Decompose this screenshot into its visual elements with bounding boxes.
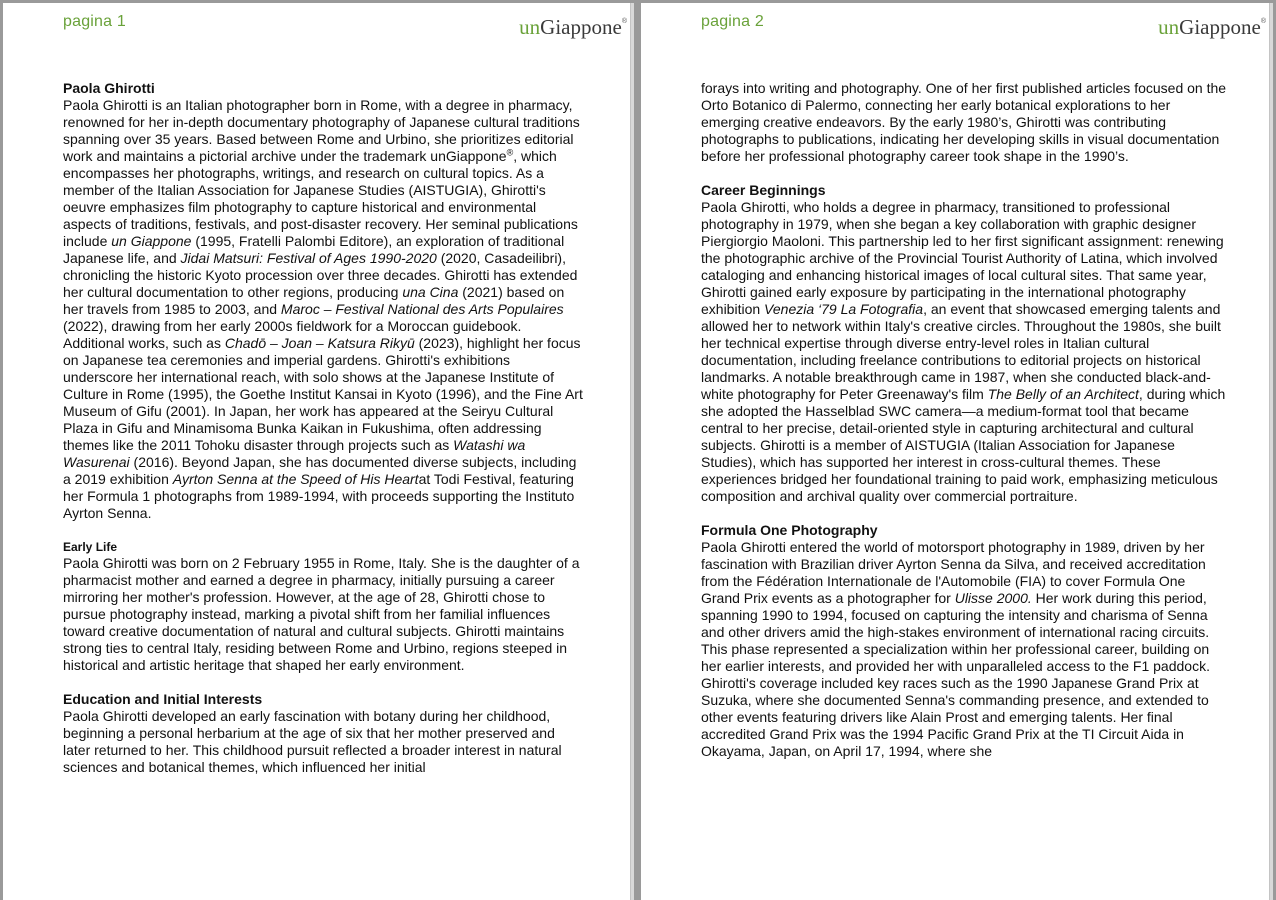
document-page-2 [641, 3, 1273, 900]
section-heading: Paola Ghirotti [63, 80, 155, 96]
text-run: Paola Ghirotti, who holds a degree in pharmacy, transitioned to professional photography in 1979, when she began a key collaboration with graphic designer Piergiorgio Maoloni. This partnership led to her first significant assignment: renewing the photographic archive of the Provincial Tourist Authority of Latina, which involved cataloging and enhancing historical images of local cultural sites. That same year, Ghirotti gained early exposure by participating in the international photography exhibition [701, 199, 1224, 317]
section-paragraph [63, 97, 583, 522]
text-run: , during which she adopted the Hasselblad SWC camera—a medium-format tool that became central to her precise, detail-oriented style in capturing architectural and cultural subjects. Ghirotti is a member of AISTUGIA (Italian Association for Japanese Studies), which has supported her interest in cross-cultural themes. These experiences bridged her foundational training to paid work, emphasizing meticulous composition and archival quality over commercial portraiture. [701, 386, 1226, 504]
text-run: (1995, Fratelli Palombi Editore), an exploration of traditional Japanese life, and [63, 233, 565, 266]
text-run: ® [506, 147, 514, 158]
section-heading: Education and Initial Interests [63, 691, 263, 707]
text-run: Paola Ghirotti is an Italian photographer born in Rome, with a degree in pharmacy, renowned for her in-depth documentary photography of Japanese cultural traditions spanning over 35 years. Based between Rome and Urbino, she prioritizes editorial work and maintains a pictorial archive under the trademark unGiappone [63, 97, 580, 164]
text-run: Paola Ghirotti was born on 2 February 1955 in Rome, Italy. She is the daughter of a pharmacist mother and earned a degree in pharmacy, initially pursuing a career mirroring her mother's profession. However, at the age of 28, Ghirotti chose to pursue photography instead, marking a pivotal shift from her familial influences toward creative documentation of natural and cultural subjects. Ghirotti maintains strong ties to central Italy, residing between Rome and Urbino, regions steeped in historical and artistic heritage that shaped her early environment. [63, 555, 580, 673]
page-number: pagina 1 [63, 13, 126, 30]
section-heading: Career Beginnings [701, 182, 826, 198]
document-section [63, 80, 583, 522]
text-run: (2022), drawing from her early 2000s fieldwork for a Moroccan guidebook. Additional works, such as [63, 318, 522, 351]
document-page-1 [3, 3, 634, 900]
text-run: , an event that showcased emerging talents and allowed her to network within Italy's creative circles. Throughout the 1980s, she built her technical expertise through diverse entry-level roles in Italian cultural documentation, including freelance contributions to editorial projects on historical landmarks. A notable breakthrough came in 1987, when she conducted black-and-white photography for Peter Greenaway's film [701, 301, 1221, 402]
text-run: Paola Ghirotti entered the world of motorsport photography in 1989, driven by her fascination with Brazilian driver Ayrton Senna da Silva, and received accreditation from the Fédération Internationale de l'Automobile (FIA) to cover Formula One Grand Prix events as a photographer for [701, 539, 1206, 606]
section-paragraph [701, 199, 1227, 505]
section-paragraph [63, 708, 583, 776]
italic-title: Jidai Matsuri: Festival of Ages 1990-2020 [180, 250, 437, 266]
text-run: (2023), highlight her focus on Japanese tea ceremonies and imperial gardens. Ghirotti's exhibitions underscore her international reach, with solo shows at the Japanese Institute of Culture in Rome (1995), the Goethe Institut Kansai in Kyoto (1996), and the Fine Art Museum of Gifu (2001). In Japan, her work has appeared at the Seiryu Cultural Plaza in Gifu and Minamisoma Bunka Kaikan in Fukushima, often addressing themes like the 2011 Tohoku disaster through projects such as [63, 335, 583, 453]
page-content [701, 80, 1227, 777]
section-paragraph [701, 80, 1227, 165]
text-run: forays into writing and photography. One of her first published articles focused on the Orto Botanico di Palermo, connecting her early botanical explorations to her emerging creative endeavors. By the early 1980’s, Ghirotti was contributing photographs to publications, indicating her developing skills in visual documentation before her professional photography career took shape in the 1990’s. [701, 80, 1227, 164]
page-edge-scrollbar[interactable] [1269, 3, 1273, 900]
italic-title: Maroc – Festival National des Arts Populaires [280, 301, 564, 317]
italic-title: Chadō – Joan – Katsura Rikyū [224, 335, 415, 351]
document-section [63, 539, 583, 674]
italic-title: Watashi wa Wasurenai [63, 437, 526, 470]
document-section [701, 80, 1227, 165]
text-run: Paola Ghirotti developed an early fascination with botany during her childhood, beginning a personal herbarium at the age of six that her mother preserved and later returned to her. This childhood pursuit reflected a broader interest in natural sciences and botanical themes, which influenced her initial [63, 708, 562, 775]
page-number: pagina 2 [701, 13, 764, 30]
section-paragraph [63, 555, 583, 674]
italic-title: The Belly of an Architect [987, 386, 1139, 402]
section-paragraph [701, 539, 1227, 760]
document-section [701, 182, 1227, 505]
text-run: Her work during this period, spanning 1990 to 1994, focused on capturing the intensity and charisma of Senna and other drivers amid the high-stakes environment of international racing circuits. This phase represented a specialization within her professional career, building on her earlier interests, and provided her with unparalleled access to the F1 paddock. Ghirotti's coverage included key races such as the 1990 Japanese Grand Prix at Suzuka, where she documented Senna's commanding presence, and extended to other events featuring drivers like Alain Prost and emerging talents. Her final accredited Grand Prix was the 1994 Pacific Grand Prix at the TI Circuit Aida in Okayama, Japan, on April 17, 1994, where she [701, 590, 1210, 759]
text-run: , which encompasses her photographs, writings, and research on cultural topics. As a member of the Italian Association for Japanese Studies (AISTUGIA), Ghirotti's oeuvre emphasizes film photography to capture historical and environmental aspects of traditions, festivals, and post-disaster recovery. Her seminal publications include [63, 148, 578, 249]
document-section [63, 691, 583, 776]
italic-title: Venezia ‘79 La Fotografia [764, 301, 924, 317]
italic-title: un Giappone [111, 233, 192, 249]
italic-title: Ulisse 2000. [954, 590, 1032, 606]
text-run: (2021) based on her travels from 1985 to 2003, and [63, 284, 565, 317]
italic-title: una Cina [402, 284, 459, 300]
brand-logo: unGiappone® [1158, 15, 1266, 39]
page-edge-scrollbar[interactable] [630, 3, 634, 900]
text-run: (2020, Casadeilibri), chronicling the historic Kyoto procession over three decades. Ghirotti has extended her cultural documentation to other regions, producing [63, 250, 578, 300]
italic-title: Ayrton Senna at the Speed of His Heart [172, 471, 419, 487]
text-run: (2016). Beyond Japan, she has documented diverse subjects, including a 2019 exhibition [63, 454, 577, 487]
section-heading: Early Life [63, 540, 118, 554]
page-content [63, 80, 583, 793]
brand-logo: unGiappone® [519, 15, 627, 39]
text-run: at Todi Festival, featuring her Formula 1 photographs from 1989-1994, with proceeds supporting the Instituto Ayrton Senna. [63, 471, 575, 521]
section-heading: Formula One Photography [701, 522, 878, 538]
document-section [701, 522, 1227, 760]
